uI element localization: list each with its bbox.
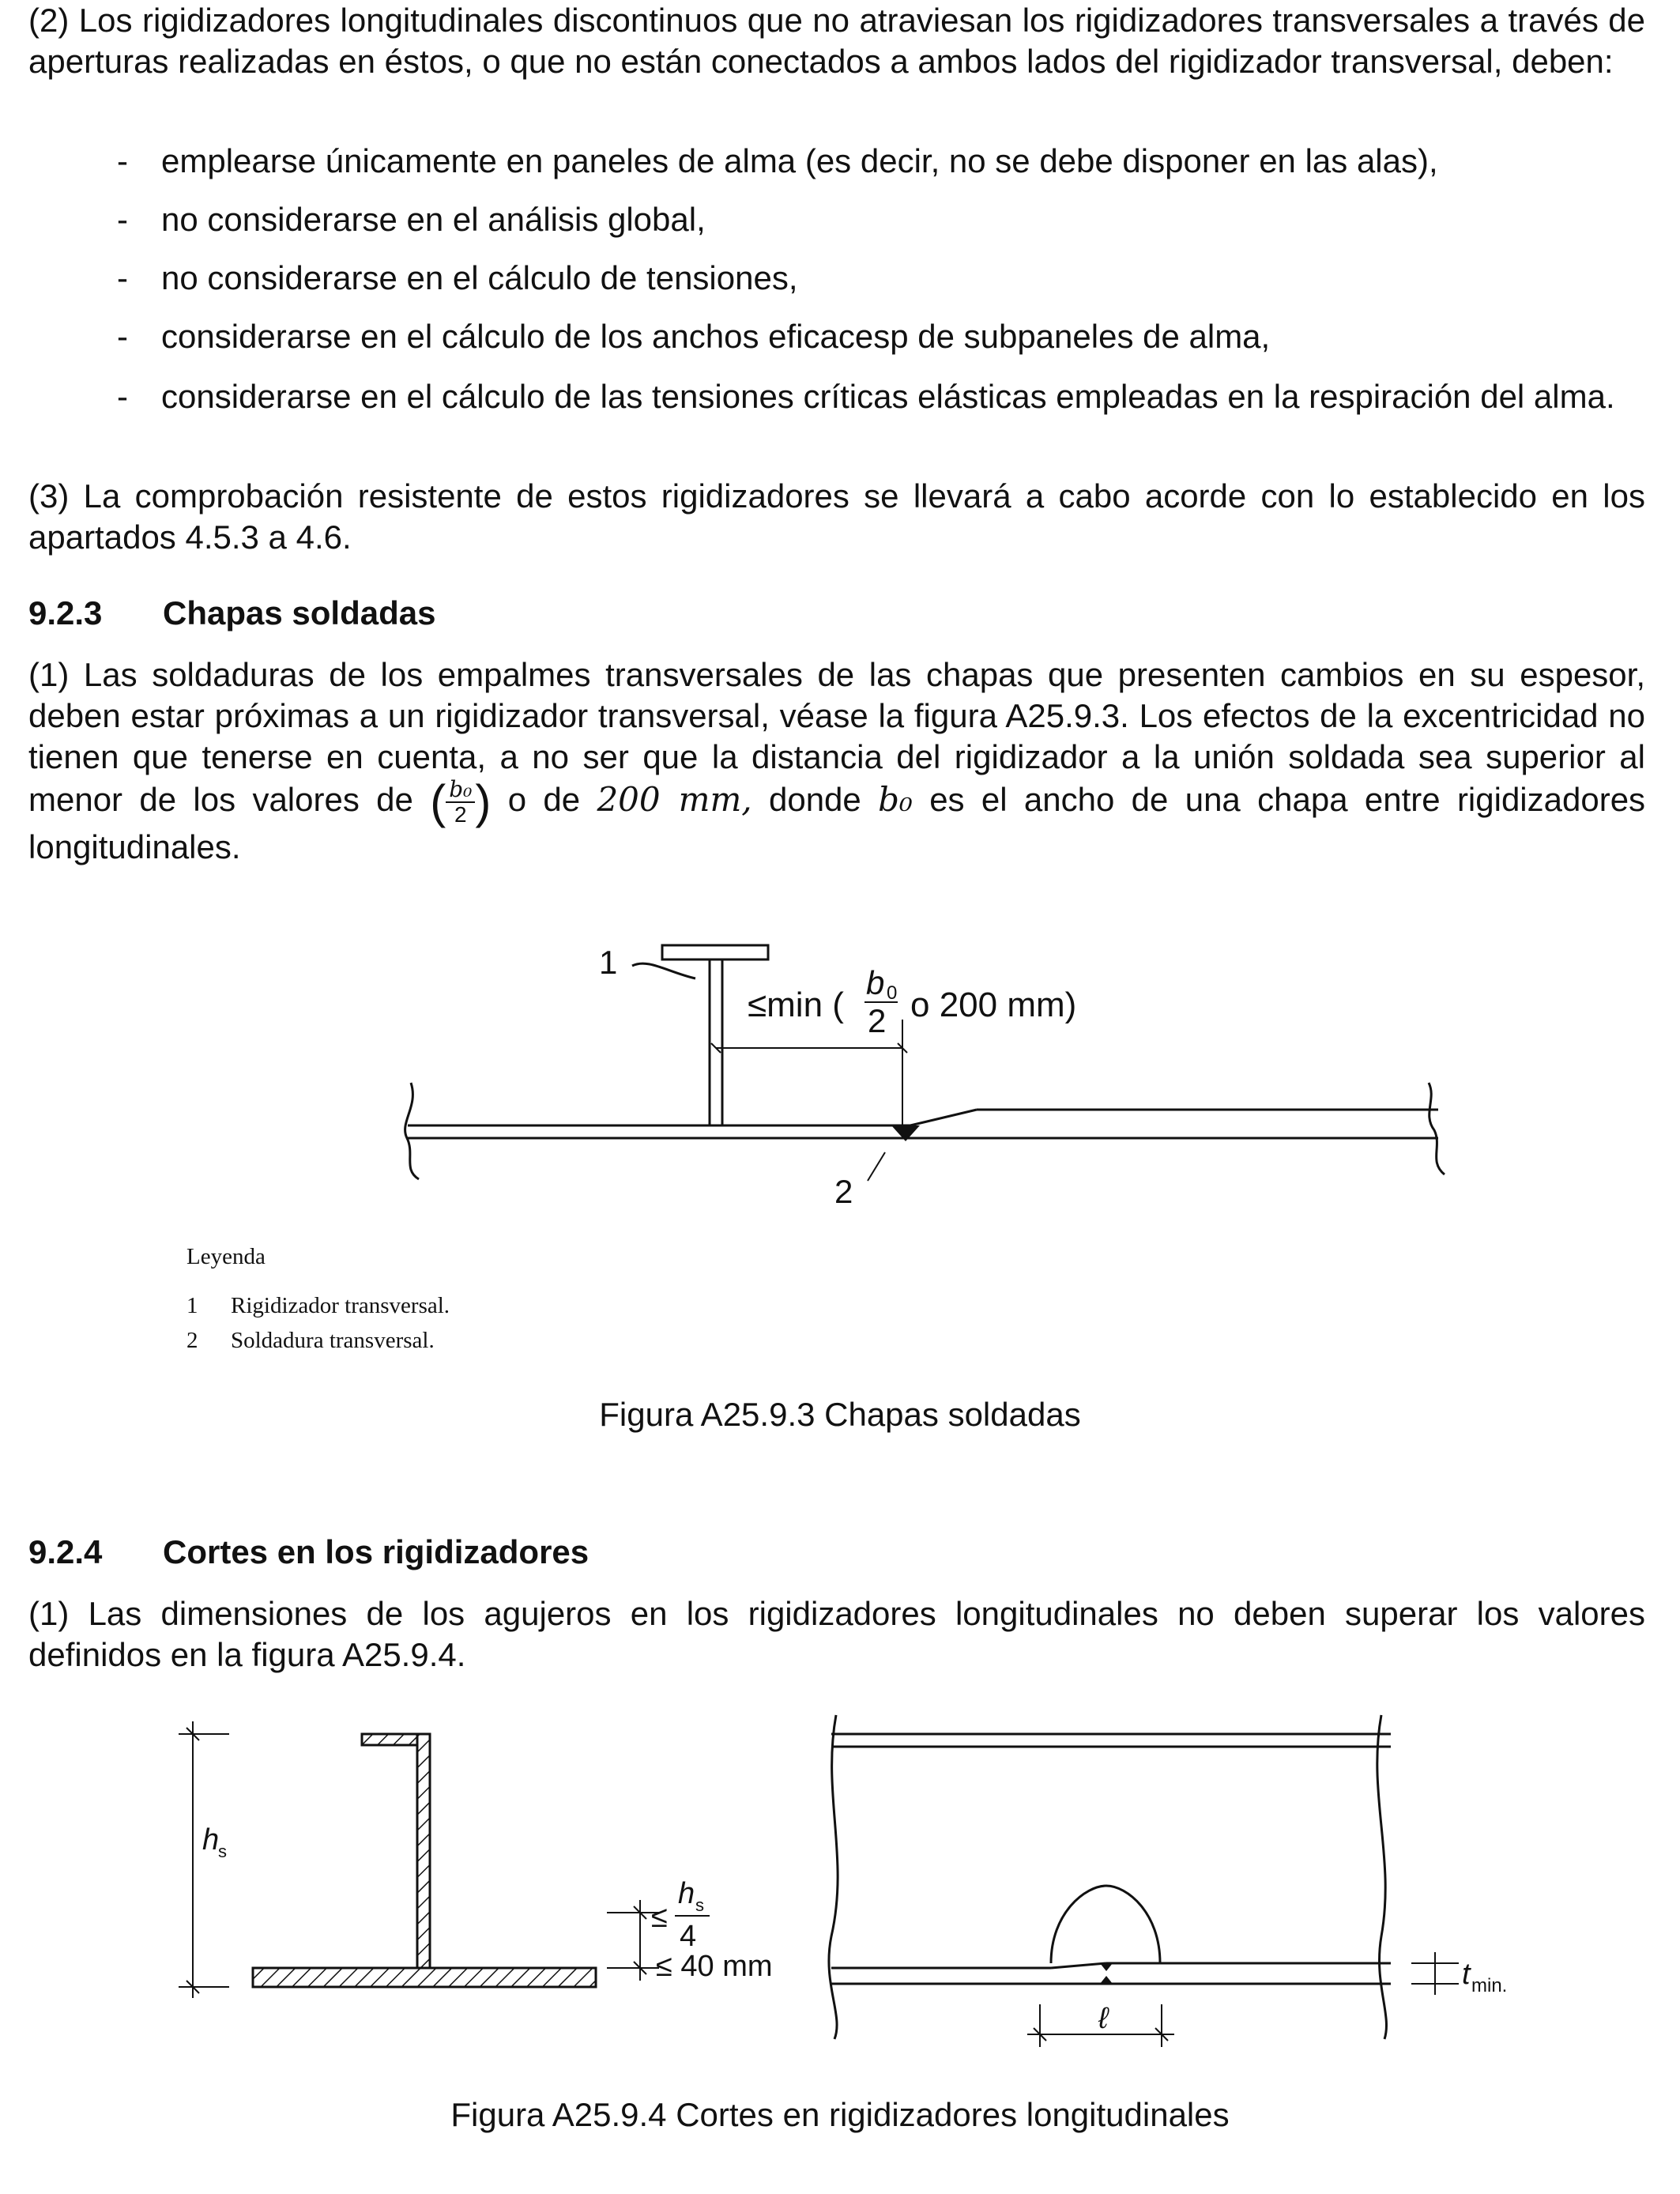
weld-mark	[1100, 1963, 1113, 1984]
frac-num-sub: s	[695, 1895, 704, 1915]
paragraph-2: (2) Los rigidizadores longitudinales discontinuos que no atraviesan los rigidizadores transversales a través de aperturas realizadas en éstos, o que no están conectados a ambos lados del rigidizador transversal, deben:	[28, 2, 1645, 80]
bullet-marker: -	[117, 259, 128, 296]
legend-item-text: Rigidizador transversal.	[231, 1293, 450, 1318]
fraction-numerator: b₀	[446, 778, 475, 803]
paragraph-text: donde	[768, 781, 861, 819]
bullet-item: no considerarse en el análisis global,	[161, 201, 706, 238]
mm-label: ≤ 40 mm	[656, 1950, 773, 1983]
bullet-marker: -	[117, 378, 128, 415]
figure-welded-plates	[0, 901, 1680, 1233]
dimension-label-prefix: ≤min (	[748, 986, 844, 1024]
bullet-marker: -	[117, 318, 128, 355]
paragraph-text: (1) Las soldaduras de los empalmes transversales de las chapas que presenten cambios en su espesor, deben estar próximas a un rigidizador transversal, véase la figura A25.9.3. Los efectos de la excentricidad no tienen que tenerse en cuenta, a no ser que la distancia del rigidizador a la unión soldada sea superior al menor de los valores de	[28, 656, 1645, 819]
bullet-item: considerarse en el cálculo de los anchos eficacesp de subpaneles de alma,	[161, 318, 1271, 355]
frac-num: h	[678, 1877, 695, 1910]
paragraph-text: es el ancho de una chapa entre rigidizadores longitudinales.	[28, 781, 1646, 865]
legend-item-text: Soldadura transversal.	[231, 1328, 435, 1353]
paren-close: )	[475, 775, 492, 828]
paragraph-text: o de	[507, 781, 581, 819]
section-title: Chapas soldadas	[163, 594, 436, 631]
paragraph-3: (3) La comprobación resistente de estos rigidizadores se llevará a cabo acorde con lo establecido en los apartados 4.5.3 a 4.6.	[28, 477, 1645, 556]
dimension-frac-num-sub: 0	[887, 982, 898, 1004]
section-number: 9.2.3	[28, 594, 103, 631]
figure-caption: Figura A25.9.3 Chapas soldadas	[599, 1396, 1081, 1433]
paren-open: (	[430, 775, 446, 828]
legend-item-number: 1	[186, 1293, 198, 1318]
tmin-sub: min.	[1471, 1975, 1508, 1996]
frac-den: 4	[680, 1920, 697, 1953]
paragraph-923-1	[28, 654, 1645, 868]
bullet-marker: -	[117, 142, 128, 179]
legend-title: Leyenda	[186, 1244, 266, 1269]
bullet-marker: -	[117, 201, 128, 238]
section-heading-923	[28, 593, 435, 634]
section-number: 9.2.4	[28, 1533, 103, 1570]
dimension-label-suffix: o 200 mm)	[910, 986, 1077, 1024]
l-label: ℓ	[1098, 2002, 1109, 2035]
bullet-item: no considerarse en el cálculo de tensiones,	[161, 259, 798, 296]
dimension-frac-num: b	[866, 964, 885, 1001]
figure-stiffener-cutouts	[0, 1699, 1680, 2063]
hs-label: h	[202, 1823, 220, 1857]
figure-label-1: 1	[599, 944, 618, 981]
math-value: 200 mm,	[597, 780, 752, 820]
dimension-frac-den: 2	[868, 1002, 887, 1039]
figure-label-2: 2	[834, 1173, 853, 1210]
math-symbol: b₀	[878, 780, 913, 820]
fraction	[446, 778, 475, 827]
paragraph-924-1: (1) Las dimensiones de los agujeros en los rigidizadores longitudinales no deben superar los valores definidos en la figura A25.9.4.	[28, 1595, 1645, 1673]
bullet-item: emplearse únicamente en paneles de alma (es decir, no se debe disponer en las alas),	[161, 142, 1438, 179]
figure-caption: Figura A25.9.4 Cortes en rigidizadores longitudinales	[450, 2096, 1230, 2133]
legend-item-number: 2	[186, 1328, 198, 1353]
bullet-item: considerarse en el cálculo de las tensiones críticas elásticas empleadas en la respiración del alma.	[161, 378, 1615, 415]
hs-sub: s	[218, 1842, 227, 1861]
fraction-denominator: 2	[454, 802, 467, 827]
tmin-label: t	[1462, 1958, 1471, 1991]
section-heading-924	[28, 1532, 589, 1573]
leq-symbol: ≤	[651, 1901, 668, 1934]
section-title: Cortes en los rigidizadores	[163, 1533, 590, 1570]
